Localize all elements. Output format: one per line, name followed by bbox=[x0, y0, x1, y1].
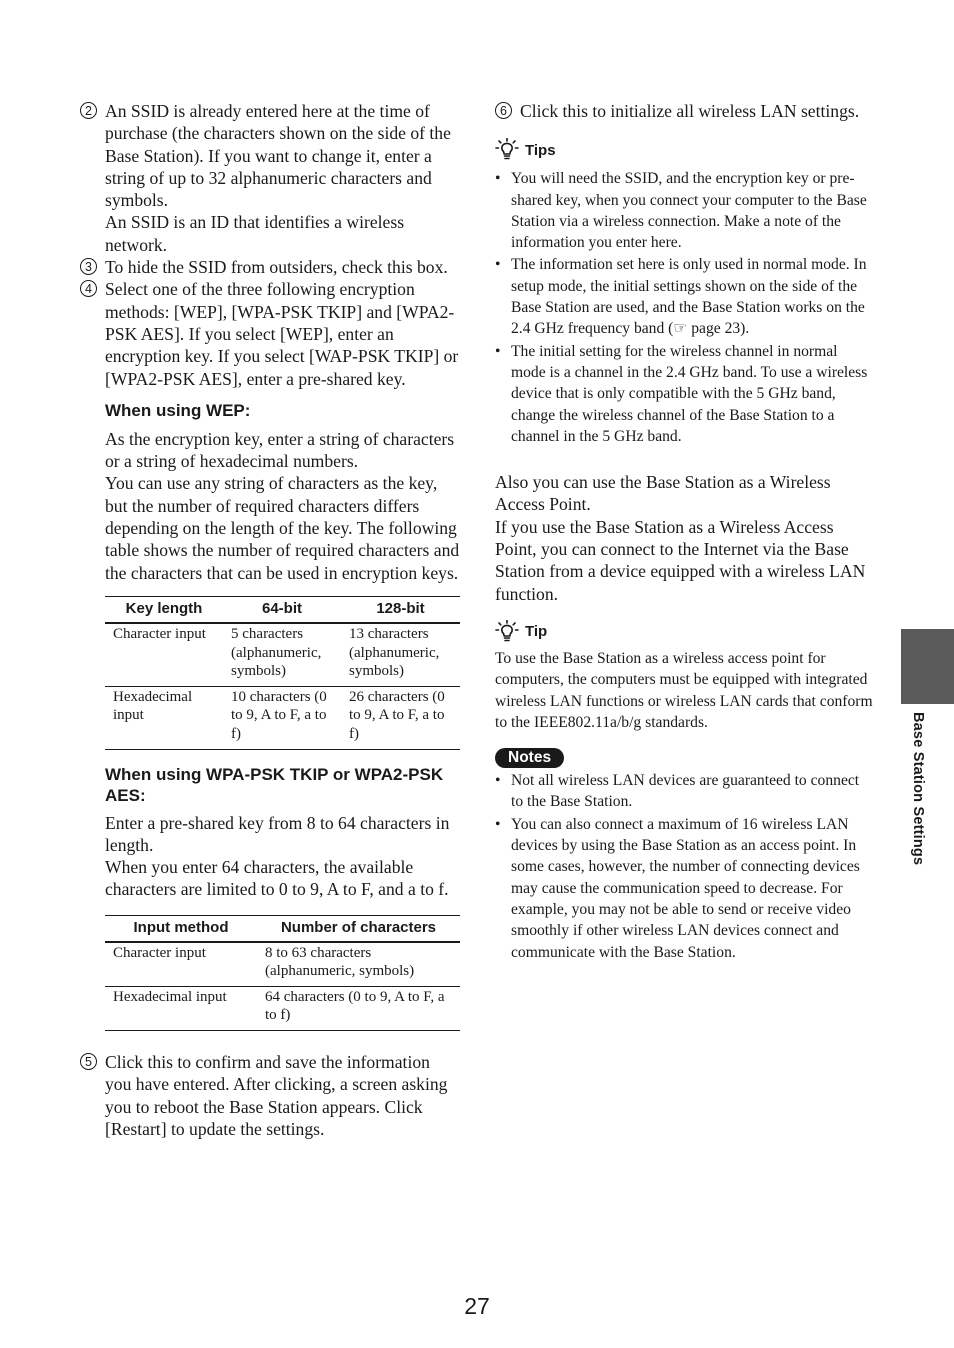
item-3 bbox=[80, 256, 460, 278]
table-cell: 5 characters (alphanumeric, symbols) bbox=[223, 623, 341, 686]
table-cell: Hexadecimal input bbox=[105, 686, 223, 749]
wep-paragraph-1: As the encryption key, enter a string of characters or a string of hexadecimal numbers. bbox=[105, 428, 455, 472]
section-side-tab bbox=[901, 629, 954, 704]
list-item: • The information set here is only used in normal mode. In setup mode, the initial settings shown on the side of the Base Station are used, and the Base Station works on the 2.4 GHz frequency band (☞ page 23). bbox=[495, 254, 875, 339]
access-point-paragraph-1: Also you can use the Base Station as a Wireless Access Point. bbox=[495, 472, 831, 515]
circled-number-4: 4 bbox=[80, 280, 97, 297]
item-4 bbox=[80, 278, 460, 389]
tip-text: To use the Base Station as a wireless access point for computers, the computers must be equipped with integrated wireless LAN functions or wireless LAN cards that conform to the IEEE802.11a/b/g standards. bbox=[495, 649, 873, 731]
lightbulb-icon bbox=[495, 138, 519, 162]
circled-number-3: 3 bbox=[80, 258, 97, 275]
wep-key-table bbox=[105, 596, 460, 750]
circled-number-2: 2 bbox=[80, 102, 97, 119]
lightbulb-icon bbox=[495, 620, 519, 644]
list-item: • Not all wireless LAN devices are guaranteed to connect to the Base Station. bbox=[495, 770, 875, 813]
item-2 bbox=[80, 100, 460, 256]
notes-heading bbox=[495, 748, 875, 768]
table-cell: 26 characters (0 to 9, A to F, a to f) bbox=[341, 686, 460, 749]
wpa-section bbox=[80, 764, 460, 901]
tips-heading bbox=[495, 138, 875, 162]
table-cell: Character input bbox=[105, 942, 257, 987]
table-cell: 10 characters (0 to 9, A to F, a to f) bbox=[223, 686, 341, 749]
wep-table-header-key-length: Key length bbox=[105, 596, 223, 623]
right-column bbox=[495, 100, 875, 963]
table-cell: 8 to 63 characters (alphanumeric, symbols) bbox=[257, 942, 460, 987]
circled-number-6: 6 bbox=[495, 102, 512, 119]
tips-list bbox=[495, 168, 875, 447]
table-cell: Hexadecimal input bbox=[105, 986, 257, 1030]
item-2-text: An SSID is already entered here at the time of purchase (the characters shown on the side of the Base Station). If you want to change it, enter a string of up to 32 alphanumeric characters and symbols. bbox=[105, 101, 451, 211]
item-3-text: To hide the SSID from outsiders, check this box. bbox=[105, 257, 448, 278]
wpa-table-header-input-method: Input method bbox=[105, 915, 257, 942]
table-row bbox=[105, 623, 460, 686]
wpa-table-header-number-of-characters: Number of characters bbox=[257, 915, 460, 942]
list-item: • You can also connect a maximum of 16 wireless LAN devices by using the Base Station as an access point. In some cases, however, the number of connecting devices may cause the communication speed to decrease. For example, you may not be able to send or receive video smoothly if other wireless LAN devices connect and communicate with the Base Station. bbox=[495, 814, 875, 963]
tips-label: Tips bbox=[525, 141, 556, 159]
tip-label: Tip bbox=[525, 623, 548, 641]
wep-heading: When using WEP: bbox=[105, 400, 251, 420]
access-point-paragraph-2: If you use the Base Station as a Wireless Access Point, you can connect to the Internet via the Base Station from a device equipped with a wireless LAN function. bbox=[495, 516, 866, 604]
table-cell: 13 characters (alphanumeric, symbols) bbox=[341, 623, 460, 686]
list-item: • You will need the SSID, and the encryption key or pre-shared key, when you connect your computer to the Base Station via a wireless connection. Make a note of the information you enter here. bbox=[495, 168, 875, 253]
list-item: • The initial setting for the wireless channel in normal mode is a channel in the 2.4 GHz band. To use a wireless device that is only compatible with the 5 GHz band, change the wireless channel of the Base Station to a channel in the 5 GHz band. bbox=[495, 341, 875, 447]
wep-section bbox=[80, 400, 460, 584]
wpa-paragraph-1: Enter a pre-shared key from 8 to 64 characters in length. bbox=[105, 812, 450, 855]
wep-table-header-128bit: 128-bit bbox=[341, 596, 460, 623]
table-cell: 64 characters (0 to 9, A to F, a to f) bbox=[257, 986, 460, 1030]
tip-heading bbox=[495, 620, 875, 644]
item-6-text: Click this to initialize all wireless LAN settings. bbox=[520, 101, 860, 121]
notes-badge: Notes bbox=[495, 748, 564, 768]
table-row bbox=[105, 986, 460, 1030]
circled-number-5: 5 bbox=[80, 1053, 97, 1070]
item-5-text: Click this to confirm and save the information you have entered. After clicking, a screen asking you to reboot the Base Station appears. Click [Restart] to update the settings. bbox=[105, 1052, 448, 1139]
table-cell: Character input bbox=[105, 623, 223, 686]
table-row bbox=[105, 686, 460, 749]
left-column bbox=[80, 100, 460, 1140]
item-4-text: Select one of the three following encryption methods: [WEP], [WPA-PSK TKIP] and [WPA2-PSK AES]. If you select [WEP], enter an encryption key. If you select [WAP-PSK TKIP] or [WPA2-PSK AES], enter a pre-shared key. bbox=[105, 279, 459, 389]
wep-paragraph-2: You can use any string of characters as the key, but the number of required characters differs depending on the length of the key. The following table shows the number of required characters and the characters that can be used in encryption keys. bbox=[105, 473, 460, 583]
notes-list bbox=[495, 770, 875, 963]
table-row bbox=[105, 942, 460, 987]
item-6 bbox=[495, 100, 875, 122]
wpa-key-table bbox=[105, 915, 460, 1031]
wpa-heading: When using WPA-PSK TKIP or WPA2-PSK AES: bbox=[105, 764, 444, 805]
section-side-label: Base Station Settings bbox=[910, 712, 926, 866]
wpa-paragraph-2: When you enter 64 characters, the available characters are limited to 0 to 9, A to F, and a to f. bbox=[105, 857, 449, 900]
page-number: 27 bbox=[464, 1293, 490, 1319]
item-5 bbox=[80, 1051, 460, 1140]
wep-table-header-64bit: 64-bit bbox=[223, 596, 341, 623]
item-2-text-2: An SSID is an ID that identifies a wireless network. bbox=[105, 212, 405, 255]
